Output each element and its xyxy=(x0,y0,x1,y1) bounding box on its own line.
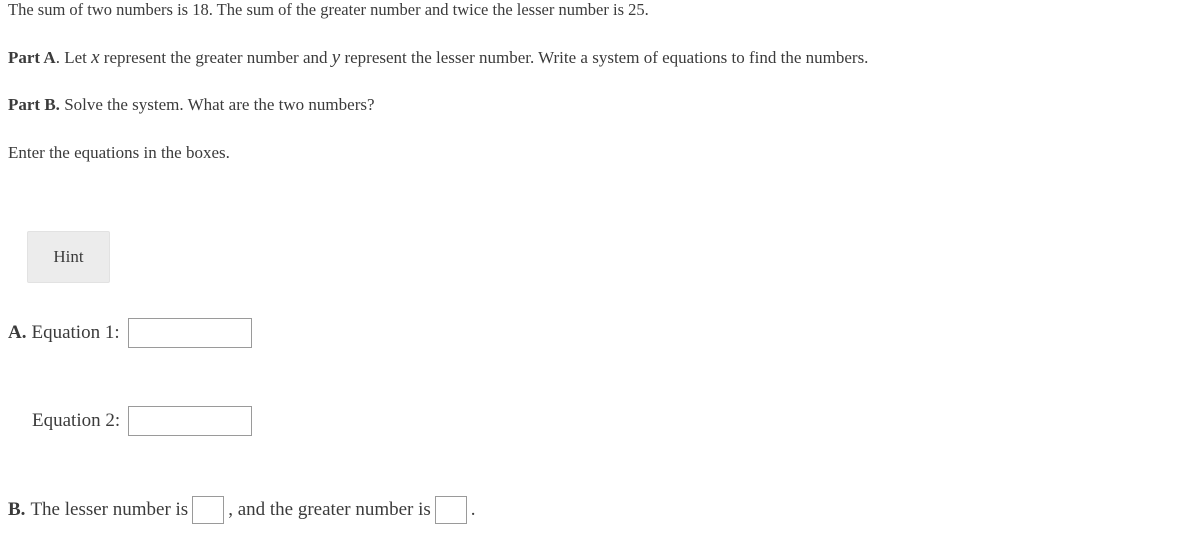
variable-x: x xyxy=(91,47,100,68)
equation-2-input[interactable] xyxy=(128,406,252,436)
sentence-period: . xyxy=(470,499,476,521)
answer-b-label: B. xyxy=(8,499,26,521)
part-b-prompt xyxy=(8,94,375,115)
lesser-number-input[interactable] xyxy=(192,496,224,524)
equation-1-label: Equation 1: xyxy=(31,322,120,344)
part-a-text-3: represent the lesser number. Write a system of equations to find the numbers. xyxy=(340,48,869,67)
equation-1-input[interactable] xyxy=(128,318,252,348)
instruction-label: Enter the equations in the boxes. xyxy=(8,143,230,162)
answer-a-label: A. xyxy=(8,322,27,344)
part-a-label: Part A xyxy=(8,48,56,67)
equation-1-row xyxy=(8,318,252,348)
greater-number-input[interactable] xyxy=(435,496,467,524)
instruction-text xyxy=(8,142,230,163)
lesser-number-prompt: The lesser number is xyxy=(30,499,189,521)
hint-button[interactable] xyxy=(27,231,110,283)
part-b-text: Solve the system. What are the two numbers? xyxy=(59,95,375,114)
variable-y: y xyxy=(331,47,341,68)
problem-stem-text: The sum of two numbers is 18. The sum of the greater number and twice the lesser number is 25. xyxy=(8,0,649,19)
greater-number-prompt: , and the greater number is xyxy=(228,499,431,521)
part-a-text-2: represent the greater number and xyxy=(99,48,332,67)
part-a-prompt xyxy=(8,46,868,70)
equation-2-label: Equation 2: xyxy=(32,410,121,432)
hint-button-label: Hint xyxy=(53,247,84,267)
part-a-text-1: . Let xyxy=(55,48,92,67)
problem-stem xyxy=(8,0,649,21)
equation-2-row xyxy=(32,406,252,436)
part-b-answer-row xyxy=(8,496,476,524)
part-b-label: Part B. xyxy=(8,95,60,114)
